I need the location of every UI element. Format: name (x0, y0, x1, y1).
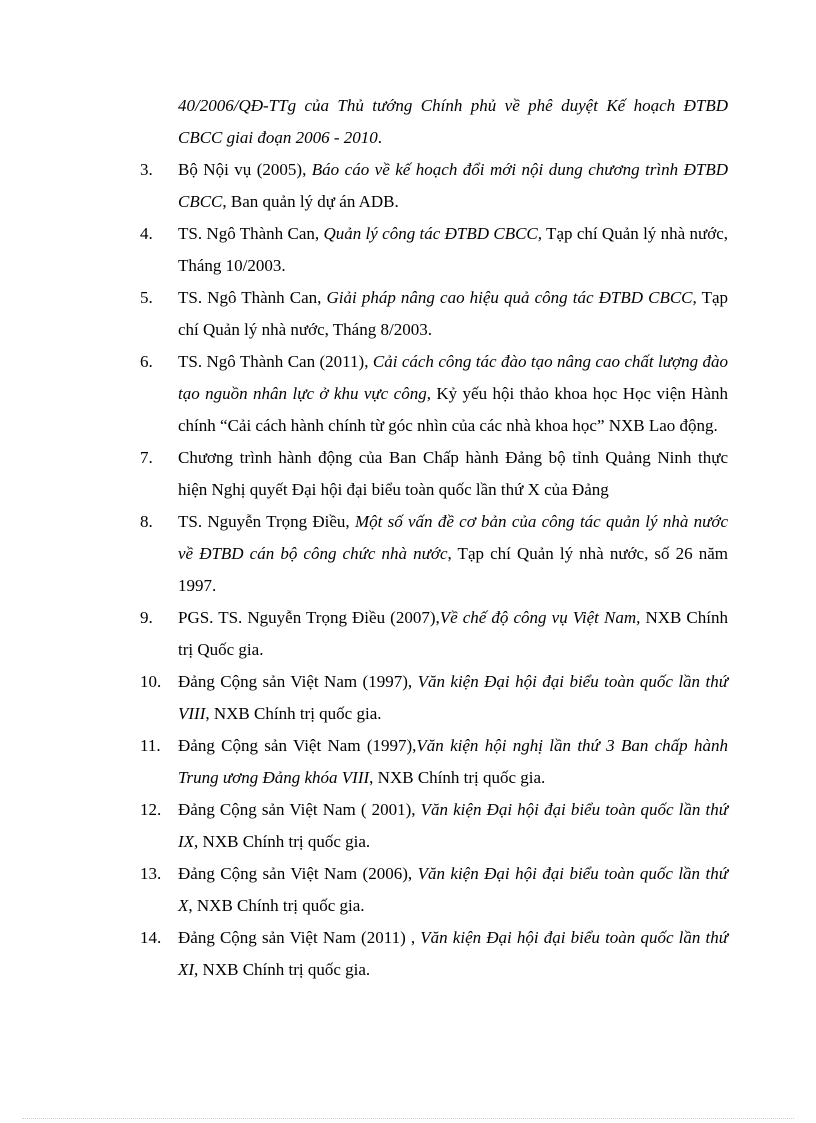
reference-text: Đảng Cộng sản Việt Nam (1997), (178, 672, 418, 691)
reference-text: PGS. TS. Nguyễn Trọng Điều (2007), (178, 608, 440, 627)
reference-title: Giải pháp nâng cao hiệu quả công tác ĐTBD CBCC, (326, 288, 697, 307)
reference-item (140, 794, 728, 858)
reference-text: Đảng Cộng sản Việt Nam (1997), (178, 736, 417, 755)
reference-item (140, 154, 728, 218)
reference-title: Cải cách công tác đào tạo nâng cao chất lượng đào tạo nguồn nhân lực ở khu vực công (178, 352, 728, 403)
reference-text: TS. Ngô Thành Can (2011), (178, 352, 373, 371)
reference-title: Quản lý công tác ĐTBD CBCC, (323, 224, 543, 243)
reference-text: Đảng Cộng sản Việt Nam (2011) , (178, 928, 421, 947)
reference-item (140, 922, 728, 986)
reference-number: 14. (140, 928, 162, 947)
reference-title: Văn kiện hội nghị lần thứ 3 Ban chấp hành Trung ương Đảng khóa VIII (178, 736, 728, 787)
reference-item (140, 442, 728, 506)
reference-source: , Ban quản lý dự án ADB. (222, 192, 399, 211)
reference-source: Tạp chí Quản lý nhà nước, Tháng 10/2003. (178, 224, 729, 275)
reference-source: , NXB Chính trị quốc gia. (205, 704, 382, 723)
reference-source: , Tạp chí Quản lý nhà nước, số 26 năm 1997. (178, 544, 729, 595)
reference-item (140, 858, 728, 922)
reference-item (140, 506, 728, 602)
reference-text: Đảng Cộng sản Việt Nam (2006), (178, 864, 418, 883)
reference-item (140, 346, 728, 442)
reference-list (140, 90, 728, 986)
reference-title: Báo cáo về kế hoạch đổi mới nội dung chương trình ĐTBD CBCC (178, 160, 728, 211)
reference-item (140, 666, 728, 730)
reference-text: Đảng Cộng sản Việt Nam ( 2001), (178, 800, 421, 819)
reference-number: 9. (140, 608, 153, 627)
reference-continuation-italic: 40/2006/QĐ-TTg của Thủ tướng Chính phủ về phê duyệt Kế hoạch ĐTBD CBCC giai đoạn 2006 - 2010 (178, 96, 728, 147)
reference-source: , NXB Chính trị quốc gia. (369, 768, 546, 787)
reference-title: Một số vấn đề cơ bản của công tác quản lý nhà nước về ĐTBD cán bộ công chức nhà nước (178, 512, 728, 563)
reference-number: 13. (140, 864, 162, 883)
reference-text: Bộ Nội vụ (2005), (178, 160, 312, 179)
reference-number: 6. (140, 352, 153, 371)
reference-text: Chương trình hành động của Ban Chấp hành Đảng bộ tỉnh Quảng Ninh thực hiện Nghị quyết Đại hội đại biểu toàn quốc lần thứ X của Đảng (178, 448, 728, 499)
reference-title: Văn kiện Đại hội đại biểu toàn quốc lần thứ IX (178, 800, 728, 851)
reference-source: , NXB Chính trị quốc gia. (194, 832, 371, 851)
reference-source: NXB Chính trị Quốc gia. (178, 608, 728, 659)
reference-number: 10. (140, 672, 162, 691)
reference-number: 7. (140, 448, 153, 467)
reference-source: Tạp chí Quản lý nhà nước, Tháng 8/2003. (178, 288, 728, 339)
reference-number: 5. (140, 288, 153, 307)
reference-item (140, 602, 728, 666)
reference-source: , NXB Chính trị quốc gia. (194, 960, 371, 979)
reference-title: Về chế độ công vụ Việt Nam, (439, 608, 641, 627)
reference-number: 3. (140, 160, 153, 179)
reference-number: 8. (140, 512, 153, 531)
reference-number: 4. (140, 224, 153, 243)
reference-title: Văn kiện Đại hội đại biểu toàn quốc lần thứ X (178, 864, 728, 915)
reference-number: 12. (140, 800, 162, 819)
reference-continuation (140, 90, 728, 154)
reference-number: 11. (140, 736, 161, 755)
reference-title: Văn kiện Đại hội đại biểu toàn quốc lần thứ XI (178, 928, 728, 979)
reference-text: TS. Ngô Thành Can, (178, 288, 327, 307)
reference-item (140, 282, 728, 346)
page-bottom-divider (22, 1118, 794, 1119)
reference-continuation-after: . (377, 128, 383, 147)
reference-item (140, 218, 728, 282)
reference-text: TS. Nguyễn Trọng Điều, (178, 512, 355, 531)
reference-text: TS. Ngô Thành Can, (178, 224, 324, 243)
reference-source: , NXB Chính trị quốc gia. (188, 896, 365, 915)
reference-source: , Kỷ yếu hội thảo khoa học Học viện Hành chính “Cải cách hành chính từ góc nhìn của các nhà khoa học” NXB Lao động. (178, 384, 728, 435)
reference-title: Văn kiện Đại hội đại biểu toàn quốc lần thứ VIII (178, 672, 728, 723)
reference-item (140, 730, 728, 794)
